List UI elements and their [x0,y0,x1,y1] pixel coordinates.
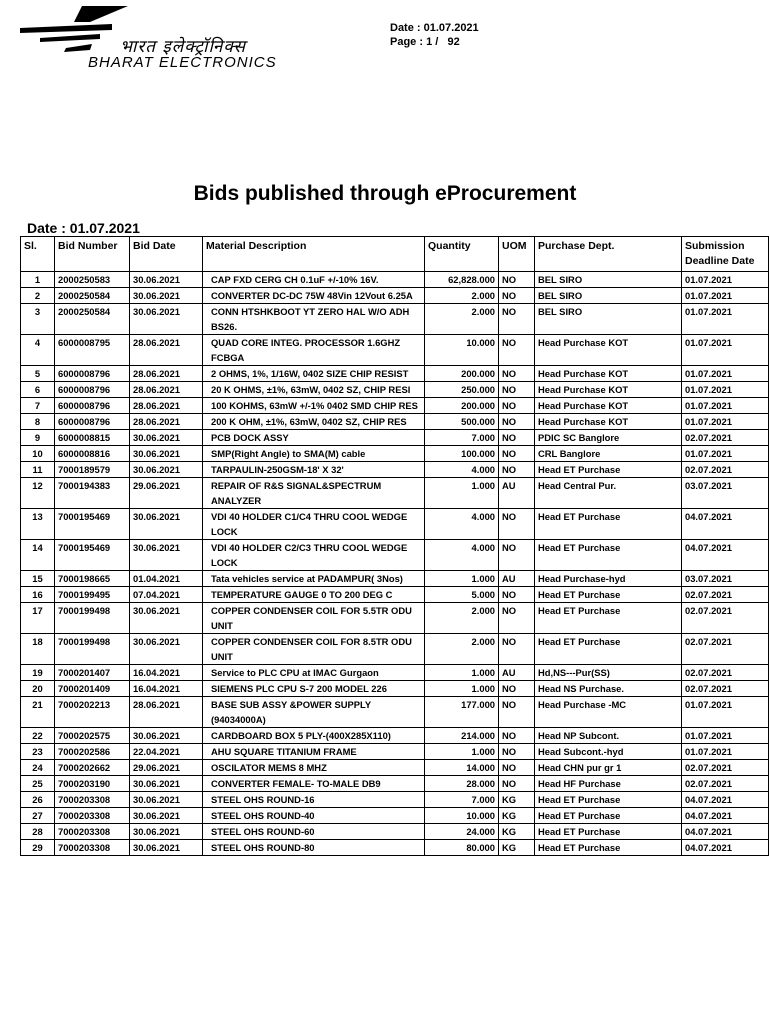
cell-purchase-dept: Head Subcont.-hyd [535,744,682,760]
cell-uom: NO [499,288,535,304]
cell-purchase-dept: Head CHN pur gr 1 [535,760,682,776]
cell-sl: 5 [21,366,55,382]
cell-purchase-dept: Head ET Purchase [535,509,682,540]
cell-bid-number: 7000202662 [55,760,130,776]
logo-english-text: BHARAT ELECTRONICS [88,54,277,71]
cell-purchase-dept: BEL SIRO [535,304,682,335]
cell-deadline: 01.07.2021 [682,382,769,398]
cell-uom: NO [499,382,535,398]
table-row [21,840,769,856]
cell-bid-number: 6000008796 [55,366,130,382]
cell-sl: 22 [21,728,55,744]
cell-uom: NO [499,540,535,571]
table-row [21,634,769,665]
cell-description: VDI 40 HOLDER C1/C4 THRU COOL WEDGE LOCK [203,509,425,540]
cell-sl: 20 [21,681,55,697]
cell-bid-number: 7000199498 [55,603,130,634]
cell-quantity: 2.000 [425,634,499,665]
cell-uom: NO [499,697,535,728]
col-header-bid-date: Bid Date [130,237,203,272]
cell-uom: NO [499,430,535,446]
cell-purchase-dept: Head Purchase KOT [535,398,682,414]
cell-bid-date: 30.06.2021 [130,634,203,665]
cell-bid-date: 28.06.2021 [130,414,203,430]
cell-sl: 8 [21,414,55,430]
cell-uom: NO [499,728,535,744]
cell-purchase-dept: Head ET Purchase [535,462,682,478]
cell-uom: NO [499,304,535,335]
cell-bid-date: 16.04.2021 [130,681,203,697]
cell-deadline: 02.07.2021 [682,760,769,776]
cell-purchase-dept: Head Purchase -MC [535,697,682,728]
cell-purchase-dept: Head ET Purchase [535,634,682,665]
cell-uom: NO [499,760,535,776]
page-title: Bids published through eProcurement [193,182,577,205]
cell-bid-number: 2000250584 [55,304,130,335]
cell-purchase-dept: Hd,NS---Pur(SS) [535,665,682,681]
cell-sl: 17 [21,603,55,634]
bids-table [20,236,769,856]
cell-quantity: 4.000 [425,462,499,478]
cell-bid-number: 7000195469 [55,540,130,571]
table-row [21,792,769,808]
cell-uom: NO [499,744,535,760]
cell-sl: 12 [21,478,55,509]
cell-description: Service to PLC CPU at IMAC Gurgaon [203,665,425,681]
col-header-quantity: Quantity [425,237,499,272]
cell-deadline: 02.07.2021 [682,634,769,665]
table-row [21,414,769,430]
cell-purchase-dept: Head ET Purchase [535,840,682,856]
cell-sl: 7 [21,398,55,414]
cell-quantity: 62,828.000 [425,272,499,288]
cell-description: STEEL OHS ROUND-80 [203,840,425,856]
cell-quantity: 500.000 [425,414,499,430]
cell-bid-date: 30.06.2021 [130,840,203,856]
cell-description: COPPER CONDENSER COIL FOR 5.5TR ODU UNIT [203,603,425,634]
cell-quantity: 80.000 [425,840,499,856]
cell-sl: 9 [21,430,55,446]
cell-deadline: 03.07.2021 [682,571,769,587]
cell-deadline: 04.07.2021 [682,840,769,856]
cell-bid-number: 7000189579 [55,462,130,478]
cell-sl: 4 [21,335,55,366]
cell-description: 2 OHMS, 1%, 1/16W, 0402 SIZE CHIP RESIST [203,366,425,382]
cell-quantity: 10.000 [425,335,499,366]
cell-quantity: 1.000 [425,744,499,760]
col-header-uom: UOM [499,237,535,272]
cell-uom: NO [499,272,535,288]
cell-quantity: 1.000 [425,681,499,697]
cell-bid-date: 30.06.2021 [130,272,203,288]
col-header-bid-number: Bid Number [55,237,130,272]
table-row [21,697,769,728]
cell-sl: 28 [21,824,55,840]
cell-bid-number: 7000203308 [55,824,130,840]
cell-purchase-dept: Head HF Purchase [535,776,682,792]
table-row [21,571,769,587]
cell-description: 20 K OHMS, ±1%, 63mW, 0402 SZ, CHIP RESI [203,382,425,398]
cell-quantity: 14.000 [425,760,499,776]
cell-bid-date: 30.06.2021 [130,776,203,792]
cell-uom: NO [499,681,535,697]
cell-description: CONVERTER DC-DC 75W 48Vin 12Vout 6.25A [203,288,425,304]
cell-description: QUAD CORE INTEG. PROCESSOR 1.6GHZ FCBGA [203,335,425,366]
cell-sl: 16 [21,587,55,603]
cell-description: CONN HTSHKBOOT YT ZERO HAL W/O ADH BS26. [203,304,425,335]
cell-bid-date: 30.06.2021 [130,509,203,540]
col-header-material-description: Material Description [203,237,425,272]
cell-bid-number: 7000203308 [55,808,130,824]
table-row [21,446,769,462]
cell-description: STEEL OHS ROUND-40 [203,808,425,824]
cell-purchase-dept: Head Purchase KOT [535,335,682,366]
cell-uom: AU [499,478,535,509]
cell-bid-date: 30.06.2021 [130,430,203,446]
cell-purchase-dept: PDIC SC Banglore [535,430,682,446]
cell-bid-number: 6000008796 [55,414,130,430]
cell-deadline: 01.07.2021 [682,697,769,728]
cell-quantity: 10.000 [425,808,499,824]
cell-bid-number: 7000203308 [55,840,130,856]
cell-quantity: 1.000 [425,478,499,509]
cell-bid-date: 30.06.2021 [130,792,203,808]
cell-deadline: 04.07.2021 [682,824,769,840]
table-row [21,681,769,697]
cell-bid-number: 2000250583 [55,272,130,288]
cell-purchase-dept: Head ET Purchase [535,587,682,603]
cell-bid-number: 7000194383 [55,478,130,509]
cell-quantity: 4.000 [425,540,499,571]
cell-description: STEEL OHS ROUND-60 [203,824,425,840]
cell-purchase-dept: CRL Banglore [535,446,682,462]
cell-uom: NO [499,366,535,382]
table-row [21,509,769,540]
cell-bid-date: 30.06.2021 [130,808,203,824]
cell-deadline: 04.07.2021 [682,509,769,540]
table-row [21,824,769,840]
cell-purchase-dept: Head Purchase KOT [535,382,682,398]
cell-bid-date: 30.06.2021 [130,540,203,571]
cell-description: TEMPERATURE GAUGE 0 TO 200 DEG C [203,587,425,603]
cell-deadline: 02.07.2021 [682,603,769,634]
cell-uom: NO [499,587,535,603]
cell-quantity: 4.000 [425,509,499,540]
cell-bid-date: 01.04.2021 [130,571,203,587]
cell-bid-date: 29.06.2021 [130,760,203,776]
cell-sl: 21 [21,697,55,728]
cell-bid-number: 7000195469 [55,509,130,540]
cell-bid-number: 2000250584 [55,288,130,304]
cell-sl: 2 [21,288,55,304]
table-row [21,430,769,446]
cell-uom: KG [499,792,535,808]
cell-deadline: 01.07.2021 [682,398,769,414]
cell-description: CONVERTER FEMALE- TO-MALE DB9 [203,776,425,792]
cell-purchase-dept: Head ET Purchase [535,808,682,824]
cell-uom: NO [499,398,535,414]
table-row [21,304,769,335]
page-number: Page : 1 / 92 [390,36,460,48]
cell-quantity: 250.000 [425,382,499,398]
cell-description: SMP(Right Angle) to SMA(M) cable [203,446,425,462]
table-row [21,272,769,288]
table-row [21,478,769,509]
cell-bid-date: 30.06.2021 [130,728,203,744]
cell-sl: 25 [21,776,55,792]
cell-deadline: 01.07.2021 [682,272,769,288]
cell-quantity: 7.000 [425,792,499,808]
report-date: Date : 01.07.2021 [27,220,140,236]
cell-purchase-dept: BEL SIRO [535,272,682,288]
cell-deadline: 04.07.2021 [682,792,769,808]
cell-deadline: 03.07.2021 [682,478,769,509]
cell-bid-number: 7000198665 [55,571,130,587]
cell-bid-number: 6000008816 [55,446,130,462]
cell-bid-date: 16.04.2021 [130,665,203,681]
cell-deadline: 02.07.2021 [682,681,769,697]
cell-description: AHU SQUARE TITANIUM FRAME [203,744,425,760]
cell-bid-number: 7000202575 [55,728,130,744]
cell-deadline: 02.07.2021 [682,587,769,603]
cell-sl: 11 [21,462,55,478]
cell-deadline: 04.07.2021 [682,540,769,571]
cell-uom: NO [499,509,535,540]
table-row [21,665,769,681]
cell-description: 100 KOHMS, 63mW +/-1% 0402 SMD CHIP RES [203,398,425,414]
cell-sl: 10 [21,446,55,462]
cell-uom: NO [499,776,535,792]
cell-description: REPAIR OF R&S SIGNAL&SPECTRUM ANALYZER [203,478,425,509]
cell-deadline: 01.07.2021 [682,414,769,430]
cell-purchase-dept: Head NS Purchase. [535,681,682,697]
cell-uom: KG [499,808,535,824]
cell-deadline: 01.07.2021 [682,744,769,760]
cell-sl: 27 [21,808,55,824]
cell-sl: 29 [21,840,55,856]
cell-purchase-dept: BEL SIRO [535,288,682,304]
cell-uom: NO [499,414,535,430]
cell-purchase-dept: Head ET Purchase [535,603,682,634]
print-date: Date : 01.07.2021 [390,22,479,34]
cell-purchase-dept: Head NP Subcont. [535,728,682,744]
cell-quantity: 28.000 [425,776,499,792]
cell-description: OSCILATOR MEMS 8 MHZ [203,760,425,776]
cell-bid-date: 30.06.2021 [130,446,203,462]
cell-description: TARPAULIN-250GSM-18' X 32' [203,462,425,478]
cell-deadline: 01.07.2021 [682,335,769,366]
cell-quantity: 7.000 [425,430,499,446]
table-row [21,462,769,478]
col-header-deadline: Submission Deadline Date [682,237,769,272]
cell-sl: 26 [21,792,55,808]
cell-uom: KG [499,840,535,856]
table-row [21,288,769,304]
cell-deadline: 01.07.2021 [682,304,769,335]
logo-emblem-icon [20,4,130,54]
cell-deadline: 01.07.2021 [682,366,769,382]
cell-quantity: 2.000 [425,304,499,335]
cell-bid-number: 7000203190 [55,776,130,792]
cell-uom: NO [499,446,535,462]
cell-quantity: 1.000 [425,571,499,587]
cell-bid-number: 7000202213 [55,697,130,728]
cell-bid-date: 22.04.2021 [130,744,203,760]
cell-bid-date: 28.06.2021 [130,398,203,414]
cell-deadline: 01.07.2021 [682,728,769,744]
cell-bid-number: 6000008795 [55,335,130,366]
cell-bid-date: 30.06.2021 [130,824,203,840]
table-row [21,744,769,760]
cell-quantity: 5.000 [425,587,499,603]
cell-quantity: 200.000 [425,398,499,414]
cell-uom: NO [499,634,535,665]
cell-uom: NO [499,335,535,366]
cell-sl: 18 [21,634,55,665]
cell-sl: 23 [21,744,55,760]
cell-quantity: 200.000 [425,366,499,382]
table-row [21,382,769,398]
cell-sl: 19 [21,665,55,681]
cell-uom: AU [499,665,535,681]
cell-sl: 6 [21,382,55,398]
cell-purchase-dept: Head Purchase KOT [535,414,682,430]
table-row [21,603,769,634]
cell-deadline: 01.07.2021 [682,446,769,462]
cell-uom: KG [499,824,535,840]
cell-bid-date: 30.06.2021 [130,462,203,478]
cell-quantity: 24.000 [425,824,499,840]
cell-bid-date: 28.06.2021 [130,697,203,728]
cell-quantity: 1.000 [425,665,499,681]
table-row [21,398,769,414]
cell-deadline: 04.07.2021 [682,808,769,824]
col-header-purchase-dept: Purchase Dept. [535,237,682,272]
table-row [21,587,769,603]
cell-uom: NO [499,462,535,478]
cell-deadline: 02.07.2021 [682,665,769,681]
table-row [21,335,769,366]
cell-deadline: 02.07.2021 [682,462,769,478]
cell-description: Tata vehicles service at PADAMPUR( 3Nos) [203,571,425,587]
cell-quantity: 100.000 [425,446,499,462]
cell-bid-number: 6000008815 [55,430,130,446]
cell-description: STEEL OHS ROUND-16 [203,792,425,808]
cell-bid-date: 30.06.2021 [130,603,203,634]
cell-sl: 15 [21,571,55,587]
cell-deadline: 02.07.2021 [682,430,769,446]
cell-bid-date: 28.06.2021 [130,366,203,382]
company-logo [20,4,340,74]
document-meta [390,21,479,49]
cell-bid-number: 7000201409 [55,681,130,697]
cell-bid-number: 7000199498 [55,634,130,665]
cell-bid-number: 7000201407 [55,665,130,681]
cell-bid-date: 30.06.2021 [130,304,203,335]
table-row [21,540,769,571]
table-row [21,776,769,792]
table-row [21,728,769,744]
cell-quantity: 214.000 [425,728,499,744]
cell-sl: 14 [21,540,55,571]
logo-hindi-text: भारत इलेक्ट्रॉनिक्स [120,37,247,57]
cell-purchase-dept: Head Purchase KOT [535,366,682,382]
cell-description: BASE SUB ASSY &POWER SUPPLY (94034000A) [203,697,425,728]
table-row [21,760,769,776]
cell-purchase-dept: Head ET Purchase [535,540,682,571]
cell-bid-date: 30.06.2021 [130,288,203,304]
cell-purchase-dept: Head ET Purchase [535,792,682,808]
table-row [21,366,769,382]
cell-description: PCB DOCK ASSY [203,430,425,446]
cell-deadline: 02.07.2021 [682,776,769,792]
cell-bid-date: 29.06.2021 [130,478,203,509]
cell-bid-number: 7000203308 [55,792,130,808]
cell-purchase-dept: Head Purchase-hyd [535,571,682,587]
cell-uom: AU [499,571,535,587]
cell-bid-date: 07.04.2021 [130,587,203,603]
cell-bid-date: 28.06.2021 [130,382,203,398]
cell-uom: NO [499,603,535,634]
cell-quantity: 177.000 [425,697,499,728]
cell-sl: 24 [21,760,55,776]
cell-sl: 1 [21,272,55,288]
cell-bid-number: 7000199495 [55,587,130,603]
cell-description: CARDBOARD BOX 5 PLY-(400X285X110) [203,728,425,744]
cell-description: SIEMENS PLC CPU S-7 200 MODEL 226 [203,681,425,697]
cell-bid-number: 6000008796 [55,398,130,414]
cell-quantity: 2.000 [425,288,499,304]
cell-purchase-dept: Head Central Pur. [535,478,682,509]
cell-description: COPPER CONDENSER COIL FOR 8.5TR ODU UNIT [203,634,425,665]
cell-description: CAP FXD CERG CH 0.1uF +/-10% 16V. [203,272,425,288]
cell-description: VDI 40 HOLDER C2/C3 THRU COOL WEDGE LOCK [203,540,425,571]
table-row [21,808,769,824]
cell-sl: 3 [21,304,55,335]
cell-bid-number: 6000008796 [55,382,130,398]
cell-quantity: 2.000 [425,603,499,634]
cell-purchase-dept: Head ET Purchase [535,824,682,840]
col-header-sl: Sl. [21,237,55,272]
cell-deadline: 01.07.2021 [682,288,769,304]
table-header-row [21,237,769,272]
cell-sl: 13 [21,509,55,540]
cell-bid-date: 28.06.2021 [130,335,203,366]
cell-description: 200 K OHM, ±1%, 63mW, 0402 SZ, CHIP RES [203,414,425,430]
cell-bid-number: 7000202586 [55,744,130,760]
